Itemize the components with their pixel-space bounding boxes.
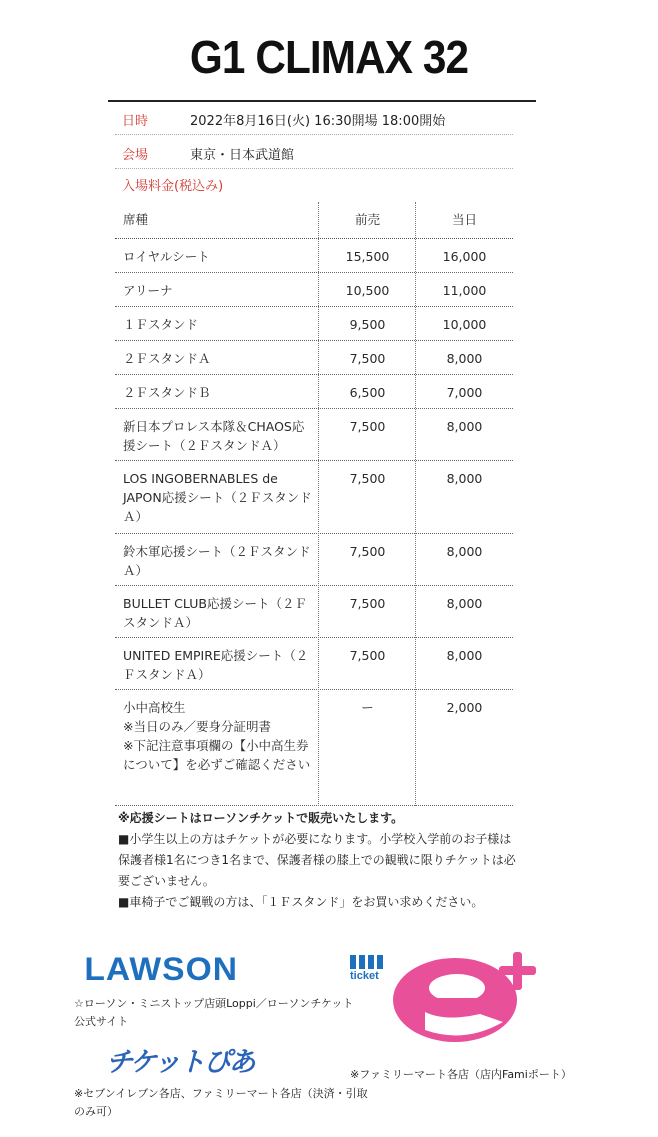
eplus-logo	[385, 940, 555, 1054]
seat-name: 新日本プロレス本隊＆CHAOS応援シート（２ＦスタンドＡ）	[123, 419, 305, 453]
advance-price: 7,500	[349, 471, 386, 486]
day-price: 8,000	[446, 471, 483, 486]
day-price: 8,000	[446, 648, 483, 663]
pia-caption: ※セブンイレブン各店、ファミリーマート各店（決済・引取のみ可）	[74, 1087, 368, 1118]
lawson-caption: ☆ローソン・ミニストップ店頭Loppi／ローソンチケット公式サイト	[74, 997, 354, 1028]
seat-name: ２ＦスタンドＢ	[123, 385, 211, 400]
venue-value: 東京・日本武道館	[190, 148, 295, 163]
day-price: 7,000	[446, 385, 483, 400]
lawson-logo-text: LAWSON	[84, 951, 239, 987]
eplus-caption: ※ファミリーマート各店（店内Famiポート）	[350, 1068, 572, 1081]
table-row	[115, 534, 513, 586]
seat-name: ロイヤルシート	[123, 249, 210, 264]
column-header-seat: 席種	[123, 212, 149, 227]
ticket-pia-logo: チケットぴあ	[106, 1047, 254, 1078]
divider	[115, 168, 513, 169]
seat-name: UNITED EMPIRE応援シート（２ＦスタンドＡ）	[123, 648, 309, 682]
advance-price: ー	[361, 700, 374, 715]
day-price: 8,000	[446, 419, 483, 434]
day-price: 8,000	[446, 544, 483, 559]
page-title: G1 CLIMAX 32	[189, 31, 469, 83]
fee-label: 入場料金(税込み)	[122, 179, 224, 194]
price-table	[115, 202, 513, 806]
advance-price: 7,500	[349, 596, 386, 611]
table-row	[115, 586, 513, 638]
seat-name: BULLET CLUB応援シート（２ＦスタンドＡ）	[123, 596, 307, 630]
note-item: ■車椅子でご観戦の方は、「１Ｆスタンド」をお買い求めください。	[118, 895, 484, 909]
advance-price: 7,500	[349, 351, 386, 366]
day-price: 10,000	[442, 317, 487, 332]
column-header-day: 当日	[451, 212, 477, 227]
table-row	[115, 375, 513, 409]
table-row	[115, 638, 513, 690]
table-row	[115, 690, 513, 806]
advance-price: 7,500	[349, 544, 386, 559]
notes-section	[118, 808, 518, 913]
seat-name: ２ＦスタンドＡ	[123, 351, 211, 366]
advance-price: 10,500	[345, 283, 390, 298]
advance-price: 9,500	[349, 317, 386, 332]
advance-price: 15,500	[345, 249, 390, 264]
day-price: 11,000	[442, 283, 487, 298]
eplus-logo-icon	[385, 940, 555, 1050]
title-divider	[108, 100, 536, 102]
seat-name: LOS INGOBERNABLES de JAPON応援シート（２ＦスタンドＡ）	[123, 471, 312, 524]
seat-name: 小中高校生 ※当日のみ／要身分証明書 ※下記注意事項欄の【小中高生券について】を必ずご確認ください	[123, 700, 311, 772]
day-price: 2,000	[446, 700, 483, 715]
note-item: ■小学生以上の方はチケットが必要になります。小学校入学前のお子様は保護者様1名につき1名まで、保護者様の膝上での観戦に限りチケットは必要ございません。	[118, 832, 516, 888]
column-divider	[318, 202, 319, 806]
table-row	[115, 239, 513, 273]
advance-price: 6,500	[349, 385, 386, 400]
day-price: 8,000	[446, 351, 483, 366]
table-row	[115, 409, 513, 461]
column-header-advance: 前売	[354, 212, 380, 227]
lawson-ticket-logo	[84, 951, 379, 988]
table-header-row	[115, 202, 513, 239]
table-row	[115, 341, 513, 375]
table-row	[115, 461, 513, 534]
seat-name: アリーナ	[123, 283, 173, 298]
column-divider	[415, 202, 416, 806]
table-row	[115, 307, 513, 341]
date-label: 日時	[122, 114, 149, 129]
day-price: 16,000	[442, 249, 487, 264]
seat-name: 鈴木軍応援シート（２ＦスタンドＡ）	[123, 544, 311, 578]
divider	[115, 134, 513, 135]
advance-price: 7,500	[349, 419, 386, 434]
day-price: 8,000	[446, 596, 483, 611]
lawson-logo-sub: ticket	[350, 970, 379, 982]
seat-name: １Ｆスタンド	[123, 317, 199, 332]
table-row	[115, 273, 513, 307]
note-item: ※応援シートはローソンチケットで販売いたします。	[118, 811, 404, 825]
advance-price: 7,500	[349, 648, 386, 663]
date-value: 2022年8月16日(火) 16:30開場 18:00開始	[190, 114, 446, 129]
venue-label: 会場	[122, 148, 149, 163]
